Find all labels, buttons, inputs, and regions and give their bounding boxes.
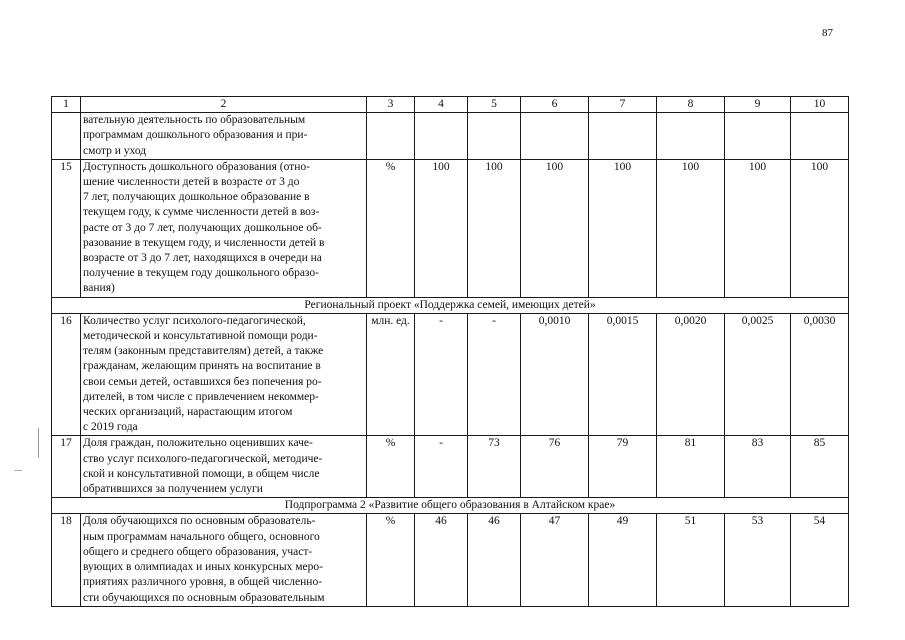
page-number: 87: [822, 27, 833, 39]
description-line: программам дошкольного образования и при-: [83, 129, 308, 142]
description-line: смотр и уход: [83, 144, 147, 157]
value-cell: [468, 113, 521, 160]
value-cell: 0,0020: [657, 313, 725, 436]
value-cell: 0,0010: [521, 313, 589, 436]
header-cell: 1: [52, 97, 81, 113]
value-cell: [791, 113, 849, 160]
indicator-description: [81, 159, 367, 297]
value-cell: -: [415, 313, 468, 436]
description-line: гражданам, желающим принять на воспитание в: [83, 360, 321, 373]
value-cell: [657, 113, 725, 160]
unit: млн. ед.: [367, 313, 415, 436]
header-cell: 8: [657, 97, 725, 113]
description-line: вания): [83, 282, 115, 295]
description-line: ным программам начального общего, основного: [83, 530, 320, 543]
unit: %: [367, 436, 415, 498]
value-cell: [589, 113, 657, 160]
header-cell: 10: [791, 97, 849, 113]
value-cell: 100: [725, 159, 791, 297]
description-line: Доля обучающихся по основным образователь-: [83, 515, 316, 528]
row-number: [52, 113, 81, 160]
row-number: 18: [52, 514, 81, 606]
description-line: шение численности детей в возрасте от 3 до: [83, 176, 300, 189]
value-cell: 83: [725, 436, 791, 498]
description-line: вательную деятельность по образовательным: [83, 114, 306, 127]
value-cell: 46: [415, 514, 468, 606]
description-line: вующих в олимпиадах и иных конкурсных меро-: [83, 561, 323, 574]
description-line: свои семьи детей, оставшихся без попечения ро-: [83, 375, 322, 388]
header-row: [52, 97, 849, 113]
description-line: общего и среднего общего образования, участ-: [83, 545, 313, 558]
description-line: ческих организаций, нарастающим итогом: [83, 406, 293, 419]
description-line: телям (законным представителям) детей, а также: [83, 345, 324, 358]
scan-mark: [14, 470, 22, 471]
header-cell: 9: [725, 97, 791, 113]
header-cell: 4: [415, 97, 468, 113]
value-cell: -: [468, 313, 521, 436]
description-line: Количество услуг психолого-педагогической,: [83, 314, 306, 327]
value-cell: 51: [657, 514, 725, 606]
description-line: текущем году, к сумме численности детей в воз-: [83, 206, 320, 219]
value-cell: 0,0025: [725, 313, 791, 436]
description-line: ской и консультативной помощи, в общем числе: [83, 467, 320, 480]
row-number: 16: [52, 313, 81, 436]
scan-mark: [38, 428, 39, 458]
description-line: Доля граждан, положительно оценивших каче-: [83, 437, 313, 450]
table-row: [52, 159, 849, 297]
row-number: 15: [52, 159, 81, 297]
value-cell: 100: [791, 159, 849, 297]
description-line: расте от 3 до 7 лет, получающих дошкольное об-: [83, 221, 322, 234]
value-cell: 47: [521, 514, 589, 606]
description-line: ство услуг психолого-педагогической, методиче-: [83, 452, 323, 465]
value-cell: -: [415, 436, 468, 498]
table-row: [52, 514, 849, 606]
section-row: [52, 297, 849, 313]
value-cell: [725, 113, 791, 160]
header-cell: 5: [468, 97, 521, 113]
section-row: [52, 498, 849, 514]
indicator-description: [81, 436, 367, 498]
value-cell: 100: [415, 159, 468, 297]
value-cell: 54: [791, 514, 849, 606]
description-line: дителей, в том числе с привлечением некоммер-: [83, 390, 319, 403]
value-cell: 100: [589, 159, 657, 297]
description-line: методической и консультативной помощи роди-: [83, 330, 318, 343]
header-cell: 7: [589, 97, 657, 113]
description-line: разование в текущем году, и численности детей в: [83, 236, 325, 249]
value-cell: 100: [657, 159, 725, 297]
description-line: приятиях различного уровня, в общей численно-: [83, 576, 323, 589]
header-cell: 2: [81, 97, 367, 113]
value-cell: 76: [521, 436, 589, 498]
description-line: обратившихся за получением услуги: [83, 483, 263, 496]
value-cell: 85: [791, 436, 849, 498]
value-cell: 100: [468, 159, 521, 297]
unit: [367, 113, 415, 160]
description-line: возрасте от 3 до 7 лет, находящихся в очереди на: [83, 252, 322, 265]
value-cell: 46: [468, 514, 521, 606]
description-line: получение в текущем году дошкольного образо-: [83, 267, 319, 280]
header-cell: 6: [521, 97, 589, 113]
value-cell: 73: [468, 436, 521, 498]
unit: %: [367, 514, 415, 606]
value-cell: 49: [589, 514, 657, 606]
value-cell: 79: [589, 436, 657, 498]
header-cell: 3: [367, 97, 415, 113]
row-number: 17: [52, 436, 81, 498]
section-title: Региональный проект «Поддержка семей, имеющих детей»: [52, 297, 849, 313]
section-title: Подпрограмма 2 «Развитие общего образования в Алтайском крае»: [52, 498, 849, 514]
value-cell: 100: [521, 159, 589, 297]
value-cell: [521, 113, 589, 160]
value-cell: 81: [657, 436, 725, 498]
description-line: сти обучающихся по основным образовательным: [83, 591, 325, 604]
table-row: [52, 113, 849, 160]
description-line: 7 лет, получающих дошкольное образование в: [83, 191, 310, 204]
value-cell: 0,0015: [589, 313, 657, 436]
table-row: [52, 313, 849, 436]
value-cell: 53: [725, 514, 791, 606]
indicator-description: [81, 113, 367, 160]
value-cell: 0,0030: [791, 313, 849, 436]
indicator-description: [81, 313, 367, 436]
indicators-table: [51, 96, 849, 607]
description-line: с 2019 года: [83, 421, 138, 434]
table-row: [52, 436, 849, 498]
description-line: Доступность дошкольного образования (отно-: [83, 160, 310, 173]
value-cell: [415, 113, 468, 160]
indicator-description: [81, 514, 367, 606]
unit: %: [367, 159, 415, 297]
